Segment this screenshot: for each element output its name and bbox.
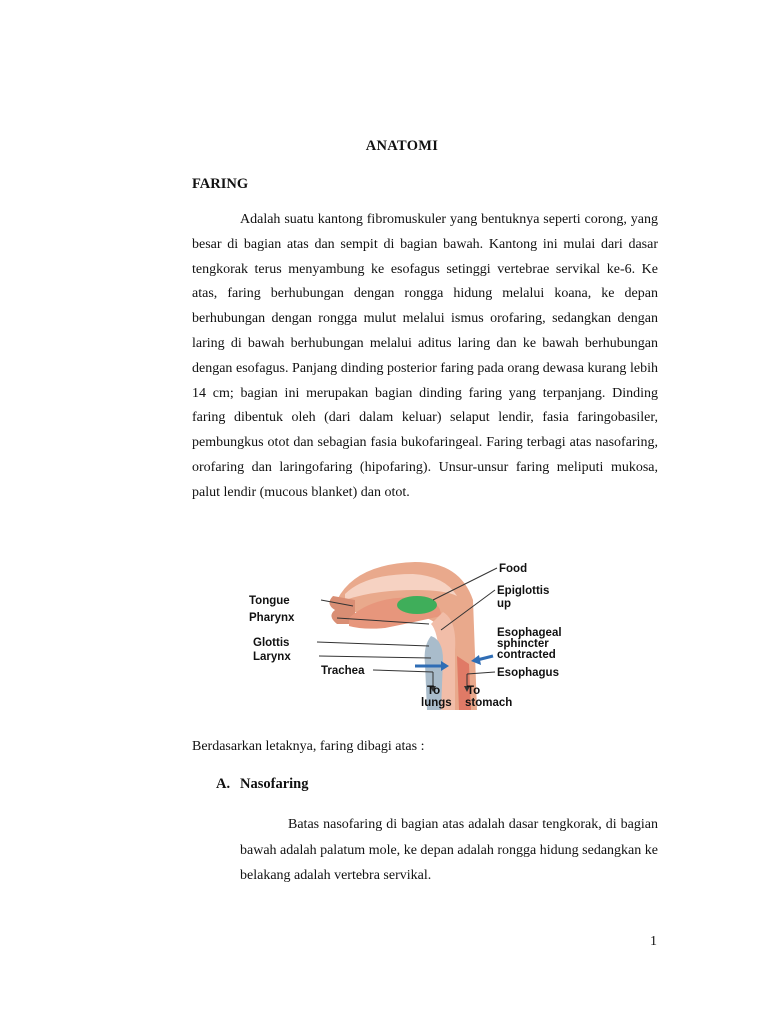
label-to-stomach-1: To xyxy=(467,685,481,697)
label-to-lungs-1: To xyxy=(427,685,441,697)
label-epiglottis-2: up xyxy=(497,598,512,610)
label-esophageal-2: sphincter xyxy=(497,638,549,650)
intro-line: Berdasarkan letaknya, faring dibagi atas : xyxy=(192,739,425,754)
label-esophagus: Esophagus xyxy=(497,667,559,679)
leader-glottis xyxy=(317,642,429,646)
label-tongue: Tongue xyxy=(249,595,290,607)
label-pharynx: Pharynx xyxy=(249,612,295,624)
label-trachea: Trachea xyxy=(321,665,365,677)
leader-larynx xyxy=(319,656,431,658)
label-to-stomach-2: stomach xyxy=(465,697,513,709)
section-heading: FARING xyxy=(192,176,249,192)
subsection-paragraph: Batas nasofaring di bagian atas adalah dasar tengkorak, di bagian bawah adalah palatum mole, ke depan adalah rongga hidung sedangkan ke belakang adalah vertebra servikal. xyxy=(240,817,658,883)
label-to-lungs-2: lungs xyxy=(421,697,452,709)
anatomy-figure xyxy=(245,560,615,710)
label-esophageal-1: Esophageal xyxy=(497,627,562,639)
food-bolus xyxy=(397,596,437,614)
list-marker: A. xyxy=(216,776,231,792)
label-epiglottis-1: Epiglottis xyxy=(497,585,550,597)
body-paragraph: Adalah suatu kantong fibromuskuler yang bentuknya seperti corong, yang besar di bagian atas dan sempit di bagian bawah. Kantong ini mulai dari dasar tengkorak terus menyambung ke esofagus setinggi vertebrae servikal ke-6. Ke atas, faring berhubungan dengan rongga hidung melalui koana, ke depan berhubungan dengan rongga mulut melalui ismus orofaring, sedangkan dengan laring di bawah berhubungan melalui aditus laring dan ke bawah berhubungan dengan esofagus. Panjang dinding posterior faring pada orang dewasa kurang lebih 14 cm; bagian ini merupakan bagian dinding faring yang terpanjang. Dinding faring dibentuk oleh (dari dalam keluar) selaput lendir, fasia faringobasiler, pembungkus otot dan sebagian fasia bukofaringeal. Faring terbagi atas nasofaring, orofaring dan laringofaring (hipofaring). Unsur-unsur faring meliputi mukosa, palut lendir (mucous blanket) dan otot. xyxy=(192,212,658,500)
label-esophageal-3: contracted xyxy=(497,649,556,661)
document-title: ANATOMI xyxy=(365,138,439,154)
label-larynx: Larynx xyxy=(253,651,291,663)
label-food: Food xyxy=(499,563,528,575)
swallowing-diagram xyxy=(245,560,615,710)
leader-trachea xyxy=(373,670,433,672)
label-glottis: Glottis xyxy=(253,637,290,649)
page-number: 1 xyxy=(650,934,657,949)
subsection-heading xyxy=(216,776,308,793)
subsection-title: Nasofaring xyxy=(240,776,309,792)
